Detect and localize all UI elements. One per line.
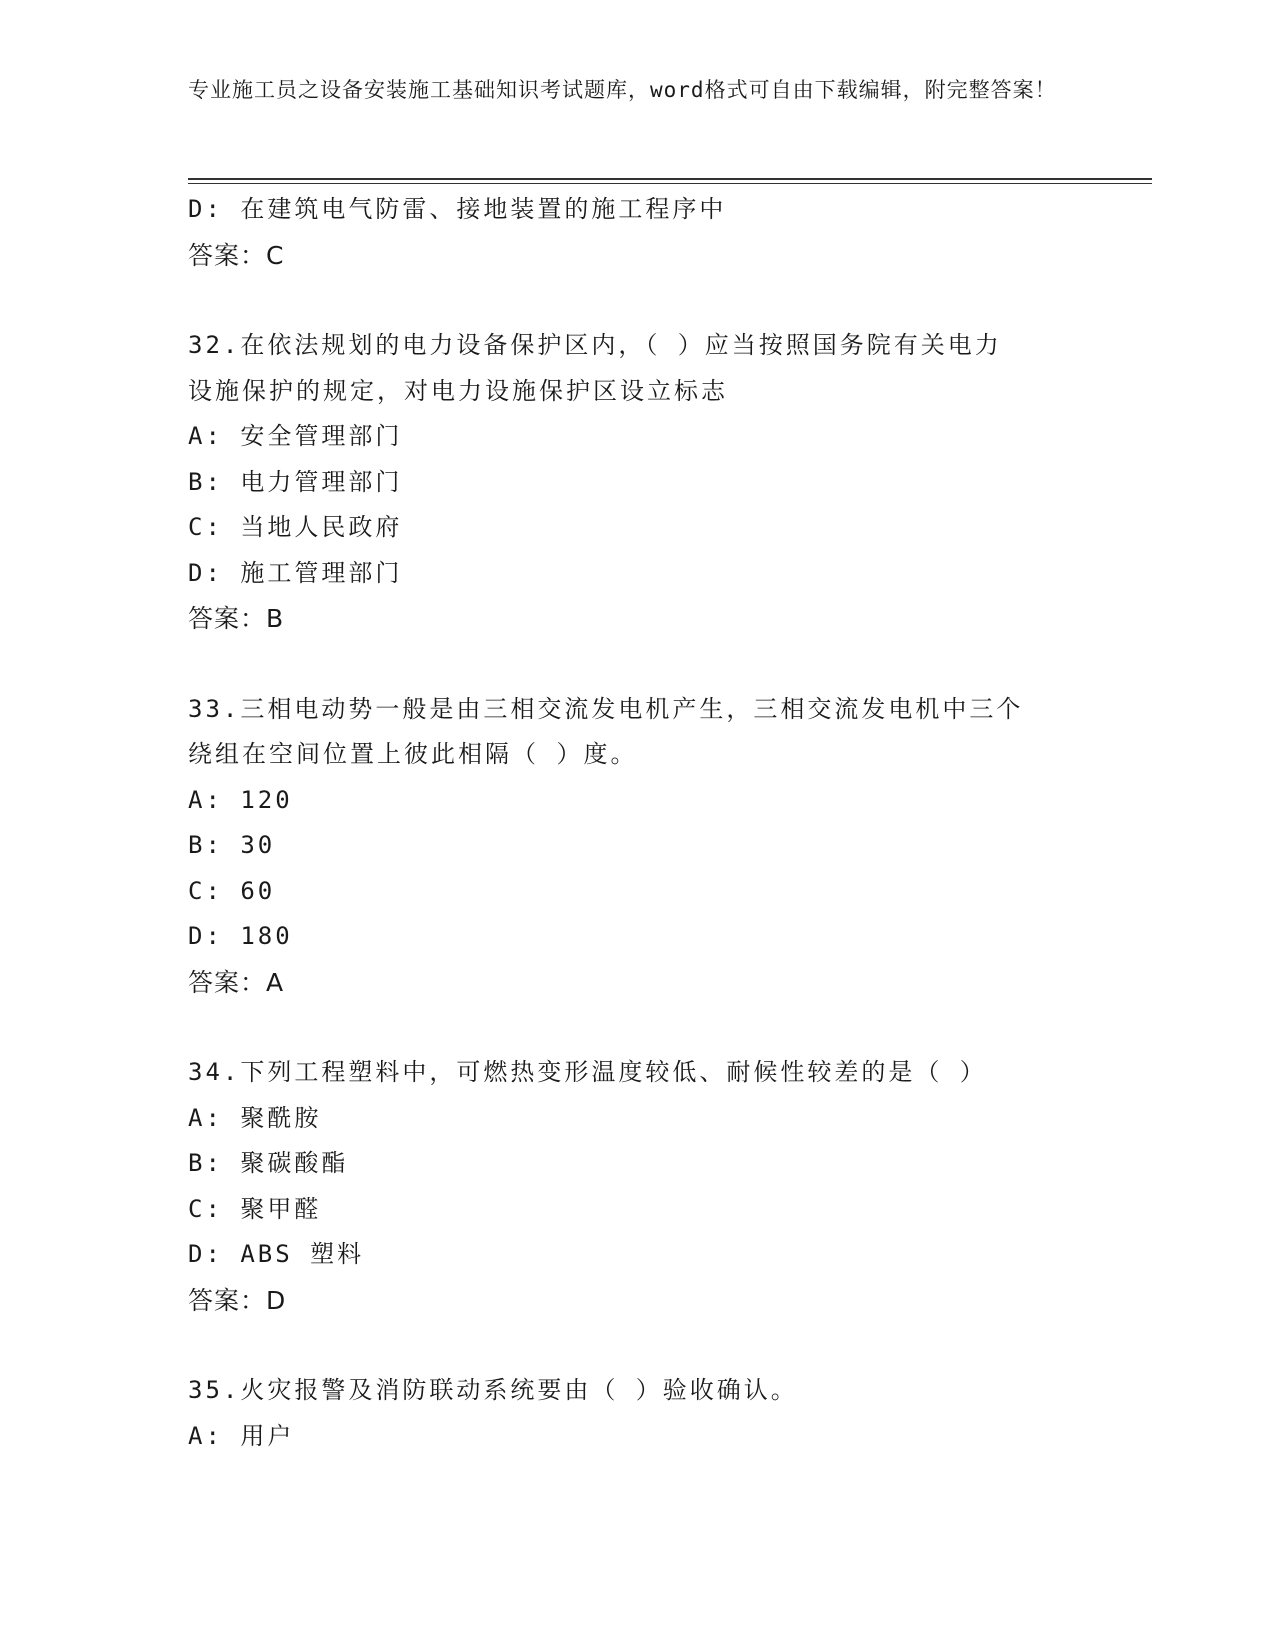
- option-a: A: 用户: [188, 1421, 295, 1450]
- question-spacer: [188, 642, 1088, 687]
- question-spacer: [188, 1323, 1088, 1368]
- question-stem: 33.三相电动势一般是由三相交流发电机产生，三相交流发电机中三个: [188, 694, 1024, 723]
- option-a: A: 安全管理部门: [188, 422, 403, 450]
- question-35: [188, 1368, 1088, 1459]
- answer-line: 答案：A: [188, 967, 285, 997]
- option-b: B: 电力管理部门: [188, 467, 403, 496]
- option-b: B: 聚碳酸酯: [188, 1149, 349, 1177]
- answer-line: 答案：C: [188, 240, 285, 270]
- option-c: C: 当地人民政府: [188, 513, 403, 541]
- document-header: [188, 74, 1068, 106]
- question-list: [188, 187, 1088, 1459]
- question-spacer: [188, 1005, 1088, 1050]
- option-a: A: 聚酰胺: [188, 1103, 322, 1132]
- option-a: A: 120: [188, 785, 293, 814]
- option-b: B: 30: [188, 831, 276, 859]
- answer-line: 答案：B: [188, 604, 285, 633]
- question-33: [188, 687, 1088, 1006]
- answer-line: 答案：D: [188, 1285, 287, 1315]
- header-text: 专业施工员之设备安装施工基础知识考试题库，word格式可自由下载编辑，附完整答案！: [188, 78, 1057, 102]
- question-stem: 32.在依法规划的电力设备保护区内，（ ）应当按照国务院有关电力: [188, 331, 1002, 359]
- question-stem: 设施保护的规定，对电力设施保护区设立标志: [188, 376, 728, 405]
- question-31-tail: [188, 187, 1088, 278]
- header-divider-thin: [188, 183, 1152, 184]
- option-c: C: 聚甲醛: [188, 1194, 322, 1223]
- option-d: D: 在建筑电气防雷、接地装置的施工程序中: [188, 195, 727, 223]
- header-divider-thick: [188, 178, 1152, 180]
- option-d: D: 180: [188, 922, 293, 950]
- question-34: [188, 1050, 1088, 1323]
- option-d: D: ABS 塑料: [188, 1240, 365, 1268]
- question-stem: 34.下列工程塑料中，可燃热变形温度较低、耐候性较差的是（ ）: [188, 1058, 987, 1086]
- option-d: D: 施工管理部门: [188, 558, 403, 587]
- question-stem: 35.火灾报警及消防联动系统要由（ ）验收确认。: [188, 1376, 798, 1404]
- question-stem: 绕组在空间位置上彼此相隔（ ）度。: [188, 740, 638, 768]
- question-32: [188, 323, 1088, 642]
- question-spacer: [188, 278, 1088, 323]
- option-c: C: 60: [188, 876, 276, 905]
